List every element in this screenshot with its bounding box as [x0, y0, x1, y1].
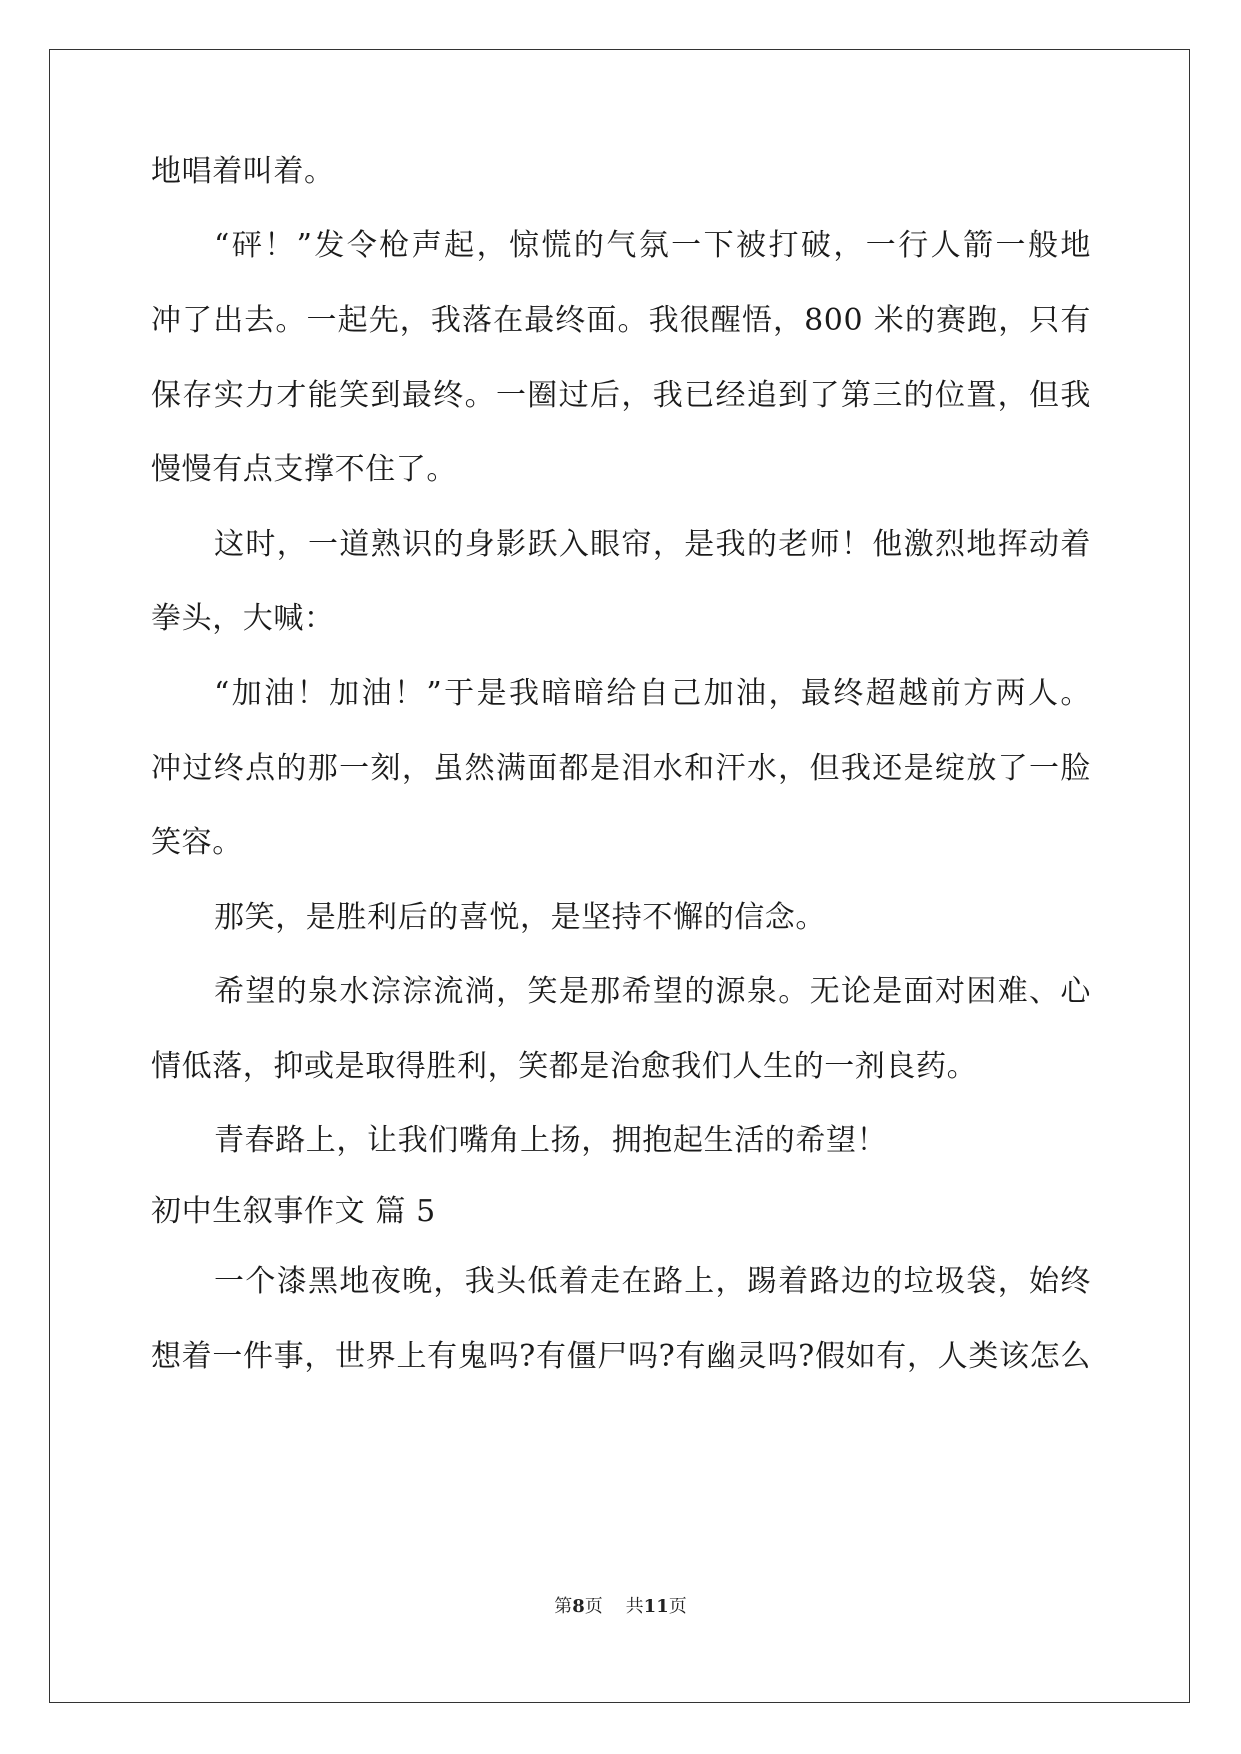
text-line: 地唱着叫着。: [151, 154, 335, 189]
paragraph-start-line: “砰！”发令枪声起，惊慌的气氛一下被打破，一行人箭一般地: [214, 228, 1091, 263]
paragraph-start-line: “加油！加油！”于是我暗暗给自己加油，最终超越前方两人。: [214, 676, 1091, 711]
footer-prefix: 第: [554, 1596, 573, 1617]
text-line: 想着一件事，世界上有鬼吗?有僵尸吗?有幽灵吗?假如有，人类该怎么: [151, 1339, 1091, 1374]
paragraph-start-line: 青春路上，让我们嘴角上扬，拥抱起生活的希望！: [214, 1123, 888, 1158]
footer-total-suffix: 页: [668, 1596, 687, 1617]
paragraph-start-line: 希望的泉水淙淙流淌，笑是那希望的源泉。无论是面对困难、心: [214, 974, 1091, 1009]
paragraph-start-line: 一个漆黑地夜晚，我头低着走在路上，踢着路边的垃圾袋，始终: [214, 1264, 1091, 1299]
page-border: [49, 49, 1190, 1703]
page-footer: [0, 1595, 1241, 1619]
text-line: 冲了出去。一起先，我落在最终面。我很醒悟，800 米的赛跑，只有: [151, 303, 1091, 338]
total-page-count: 11: [643, 1596, 669, 1617]
text-line: 慢慢有点支撑不住了。: [151, 452, 457, 487]
current-page-number: 8: [572, 1596, 585, 1617]
section-heading: 初中生叙事作文 篇 5: [151, 1194, 436, 1229]
paragraph-start-line: 这时，一道熟识的身影跃入眼帘，是我的老师！他激烈地挥动着: [214, 527, 1091, 562]
paragraph-start-line: 那笑，是胜利后的喜悦，是坚持不懈的信念。: [214, 900, 826, 935]
text-line: 拳头，大喊：: [151, 601, 335, 636]
text-line: 情低落，抑或是取得胜利，笑都是治愈我们人生的一剂良药。: [151, 1049, 978, 1084]
text-line: 笑容。: [151, 825, 243, 860]
footer-page-suffix: 页: [584, 1596, 603, 1617]
footer-total-prefix: 共: [625, 1596, 644, 1617]
text-line: 冲过终点的那一刻，虽然满面都是泪水和汗水，但我还是绽放了一脸: [151, 751, 1091, 786]
text-line: 保存实力才能笑到最终。一圈过后，我已经追到了第三的位置，但我: [151, 378, 1091, 413]
